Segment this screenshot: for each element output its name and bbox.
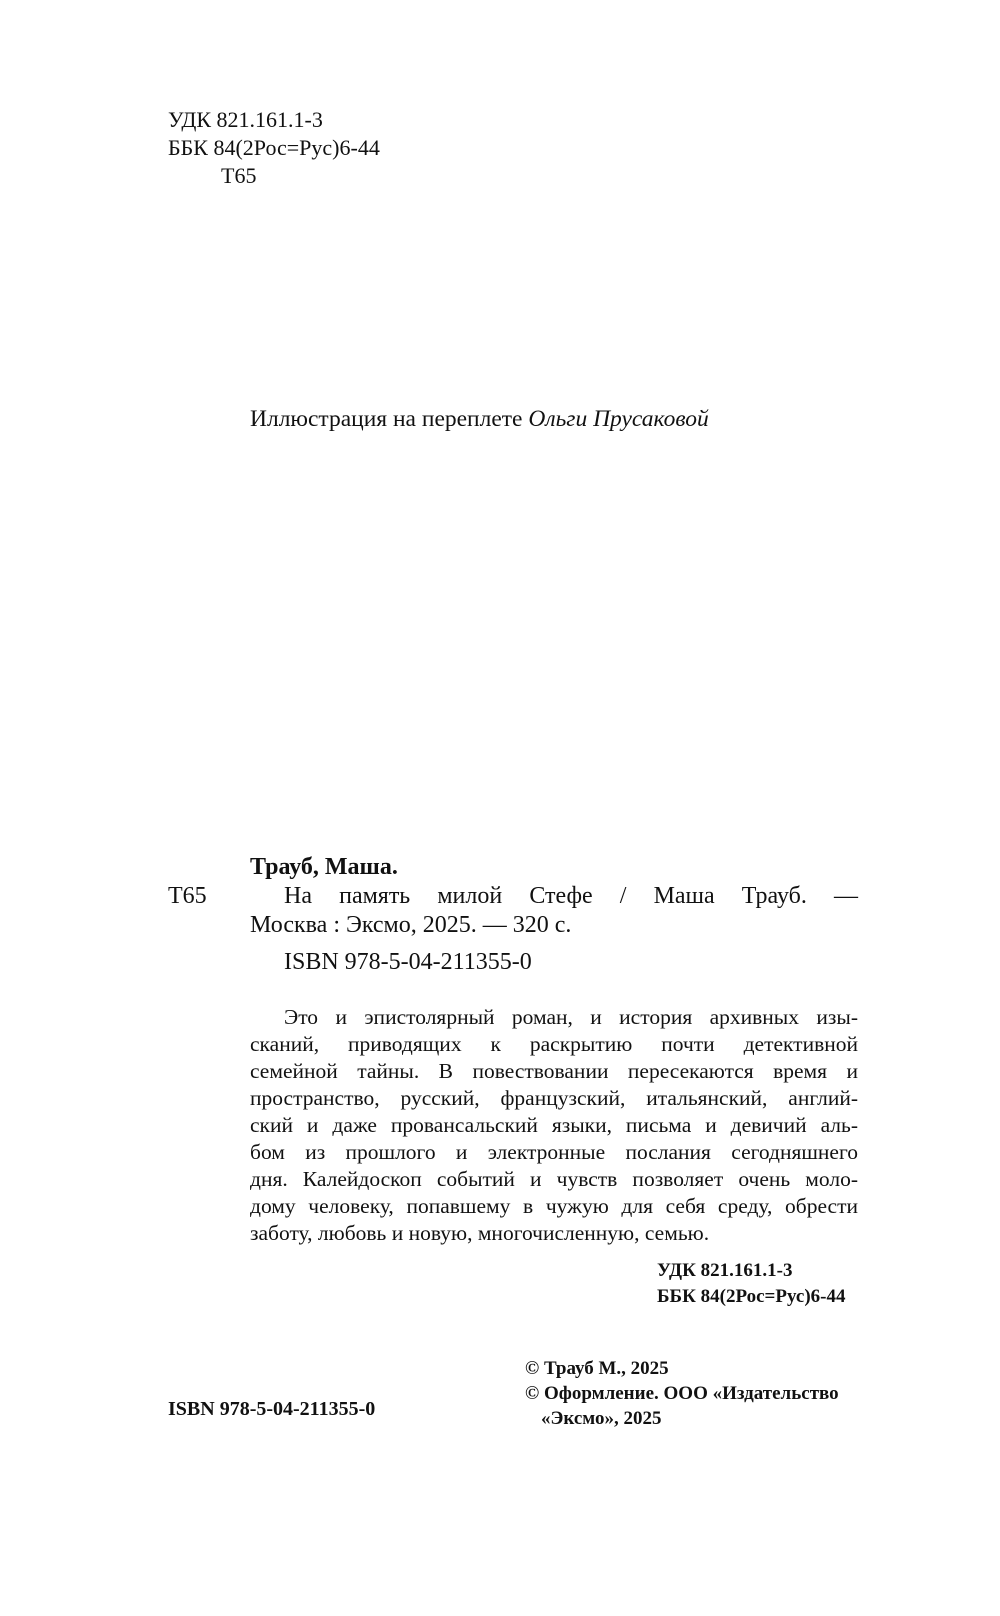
record-isbn: ISBN 978-5-04-211355-0 xyxy=(284,949,532,975)
annotation-line: дня. Калейдоскоп событий и чувств позволяет очень моло- xyxy=(250,1167,858,1191)
record-author: Трауб, Маша. xyxy=(250,854,398,880)
bottom-bbk-code: ББК 84(2Рос=Рус)6-44 xyxy=(657,1286,846,1307)
copyright-block xyxy=(525,1356,839,1431)
illustration-credit xyxy=(250,404,709,434)
bottom-isbn: ISBN 978-5-04-211355-0 xyxy=(168,1398,376,1420)
annotation-line: заботу, любовь и новую, многочисленную, семью. xyxy=(250,1221,710,1245)
top-author-sign: Т65 xyxy=(221,163,257,188)
record-imprint-line: Москва : Эксмо, 2025. — 320 с. xyxy=(250,912,572,938)
record-title-line: На память милой Стефе / Маша Трауб. — xyxy=(284,883,858,909)
annotation-line: пространство, русский, французский, итальянский, англий- xyxy=(250,1086,858,1110)
annotation-line: сканий, приводящих к раскрытию почти детективной xyxy=(250,1032,858,1056)
annotation-line: дому человеку, попавшему в чужую для себя среду, обрести xyxy=(250,1194,858,1218)
bibliographic-record xyxy=(250,853,858,977)
annotation-paragraph xyxy=(250,1004,858,1247)
top-udk-code: УДК 821.161.1-3 xyxy=(168,107,323,132)
illustration-prefix: Иллюстрация на переплете xyxy=(250,406,529,432)
bottom-udk-code: УДК 821.161.1-3 xyxy=(657,1260,793,1281)
illustration-artist: Ольги Прусаковой xyxy=(528,406,709,432)
annotation-line: ский и даже провансальский языки, письма и девичий аль- xyxy=(250,1113,858,1137)
copyright-author: © Трауб М., 2025 xyxy=(525,1358,669,1379)
record-author-sign: Т65 xyxy=(168,883,207,909)
top-bbk-code: ББК 84(2Рос=Рус)6-44 xyxy=(168,135,380,160)
annotation-line: Это и эпистолярный роман, и история архивных изы- xyxy=(284,1005,858,1029)
top-classification-codes xyxy=(168,106,380,190)
annotation-line: бом из прошлого и электронные послания сегодняшнего xyxy=(250,1140,858,1164)
bottom-classification-codes xyxy=(657,1258,845,1310)
copyright-design-line2: «Эксмо», 2025 xyxy=(541,1408,662,1429)
annotation-line: семейной тайны. В повествовании пересекаются время и xyxy=(250,1059,858,1083)
copyright-design-line1: © Оформление. ООО «Издательство xyxy=(525,1383,839,1404)
